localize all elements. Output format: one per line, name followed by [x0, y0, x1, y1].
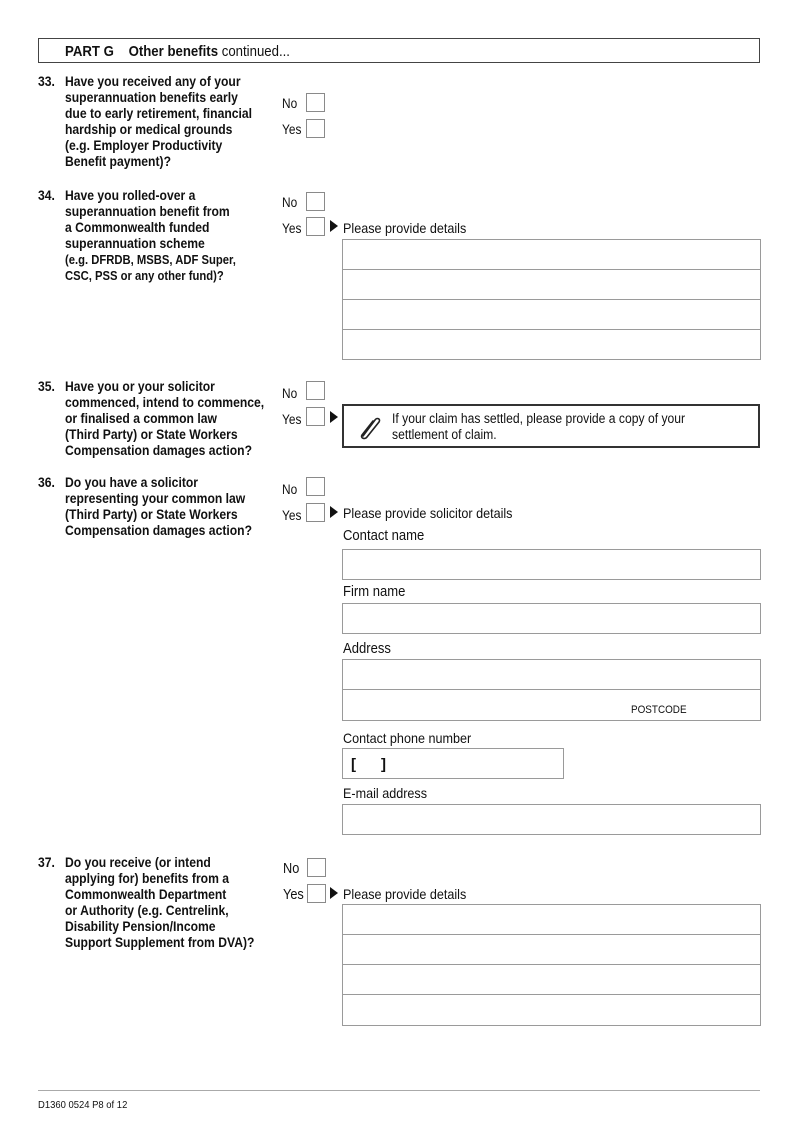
q37-details-line-3[interactable]	[342, 964, 761, 995]
q35-number: 35.	[38, 379, 55, 394]
q37-question	[65, 855, 276, 951]
q33-line: superannuation benefits early	[65, 90, 238, 105]
q36-details-prompt: Please provide solicitor details	[343, 505, 513, 521]
note-text	[392, 411, 718, 443]
phone-label: Contact phone number	[343, 730, 472, 746]
q34-yes-label: Yes	[282, 221, 302, 236]
q34-line: Have you rolled-over a	[65, 188, 196, 203]
address-label: Address	[343, 641, 391, 657]
q37-no-label: No	[283, 861, 300, 877]
q34-line: superannuation benefit from	[65, 204, 230, 219]
q36-line: Do you have a solicitor	[65, 475, 199, 490]
q37-yes-label: Yes	[283, 887, 304, 903]
email-field[interactable]	[342, 804, 761, 835]
q33-line: Benefit payment)?	[65, 154, 171, 169]
q36-line: (Third Party) or State Workers	[65, 507, 238, 522]
q33-no-checkbox[interactable]	[306, 93, 325, 112]
q33-line: (e.g. Employer Productivity	[65, 138, 223, 153]
pointer-arrow-icon	[330, 220, 338, 232]
q37-line: applying for) benefits from a	[65, 871, 230, 886]
q35-line: Compensation damages action?	[65, 443, 253, 458]
q35-line: commenced, intend to commence,	[65, 395, 265, 410]
q34-no-label: No	[282, 195, 298, 210]
q33-yes-label: Yes	[282, 122, 302, 137]
footer-form-code: D1360 0524 P8 of 12	[38, 1099, 128, 1111]
q37-details-line-1[interactable]	[342, 904, 761, 935]
q37-details-prompt: Please provide details	[343, 886, 467, 902]
part-continued: continued...	[221, 43, 290, 60]
section-header	[38, 38, 760, 63]
firm-name-label: Firm name	[343, 584, 406, 600]
q37-line: or Authority (e.g. Centrelink,	[65, 903, 229, 918]
q34-details-line-2[interactable]	[342, 269, 761, 300]
pointer-arrow-icon	[330, 411, 338, 423]
email-label: E-mail address	[343, 785, 428, 801]
contact-name-label: Contact name	[343, 528, 425, 544]
q34-details-line-1[interactable]	[342, 239, 761, 270]
q35-no-label: No	[282, 386, 298, 401]
postcode-label: POSTCODE	[631, 704, 687, 716]
q37-details-line-2[interactable]	[342, 934, 761, 965]
q35-yes-label: Yes	[282, 412, 302, 427]
q33-line: due to early retirement, financial	[65, 106, 253, 121]
address-line-1-field[interactable]	[342, 659, 761, 690]
q33-question	[65, 74, 273, 170]
q34-no-checkbox[interactable]	[306, 192, 325, 211]
firm-name-field[interactable]	[342, 603, 761, 634]
q33-no-label: No	[282, 96, 298, 111]
q37-line: Do you receive (or intend	[65, 855, 211, 870]
q36-question	[65, 475, 273, 539]
pointer-arrow-icon	[330, 887, 338, 899]
q33-number: 33.	[38, 74, 55, 89]
q34-details-prompt: Please provide details	[343, 220, 467, 236]
q34-yes-checkbox[interactable]	[306, 217, 325, 236]
q34-details-line-4[interactable]	[342, 329, 761, 360]
q36-yes-label: Yes	[282, 508, 302, 523]
q34-number: 34.	[38, 188, 55, 203]
note-line: If your claim has settled, please provide a copy of your	[392, 411, 686, 426]
q35-line: (Third Party) or State Workers	[65, 427, 238, 442]
address-line-2-field[interactable]	[342, 689, 761, 721]
section-title	[65, 43, 290, 60]
q35-question	[65, 379, 286, 459]
phone-field[interactable]	[342, 748, 564, 779]
q34-line: superannuation scheme	[65, 236, 205, 251]
q35-settlement-note	[342, 404, 760, 448]
q33-yes-checkbox[interactable]	[306, 119, 325, 138]
q37-line: Support Supplement from DVA)?	[65, 935, 255, 950]
q36-yes-checkbox[interactable]	[306, 503, 325, 522]
q36-line: Compensation damages action?	[65, 523, 253, 538]
part-title: Other benefits	[128, 43, 219, 60]
footer-divider	[38, 1090, 760, 1091]
q33-line: hardship or medical grounds	[65, 122, 233, 137]
q37-yes-checkbox[interactable]	[307, 884, 326, 903]
q35-yes-checkbox[interactable]	[306, 407, 325, 426]
q34-line: a Commonwealth funded	[65, 220, 210, 235]
q37-line: Disability Pension/Income	[65, 919, 216, 934]
paperclip-icon	[354, 412, 384, 442]
q33-line: Have you received any of your	[65, 74, 241, 89]
q35-no-checkbox[interactable]	[306, 381, 325, 400]
q36-line: representing your common law	[65, 491, 246, 506]
note-line: settlement of claim.	[392, 427, 497, 442]
q37-no-checkbox[interactable]	[307, 858, 326, 877]
q34-question	[65, 188, 255, 284]
part-label: PART G	[65, 43, 114, 60]
pointer-arrow-icon	[330, 506, 338, 518]
q35-line: Have you or your solicitor	[65, 379, 215, 394]
contact-name-field[interactable]	[342, 549, 761, 580]
q34-details-line-3[interactable]	[342, 299, 761, 330]
q37-details-line-4[interactable]	[342, 994, 761, 1026]
phone-area-code-brackets: [ ]	[351, 756, 386, 773]
q36-no-checkbox[interactable]	[306, 477, 325, 496]
q36-number: 36.	[38, 475, 55, 490]
q34-line: CSC, PSS or any other fund)?	[65, 269, 224, 283]
q35-line: or finalised a common law	[65, 411, 217, 426]
q37-line: Commonwealth Department	[65, 887, 227, 902]
q37-number: 37.	[38, 855, 55, 870]
q34-line: (e.g. DFRDB, MSBS, ADF Super,	[65, 253, 236, 267]
q36-no-label: No	[282, 482, 298, 497]
